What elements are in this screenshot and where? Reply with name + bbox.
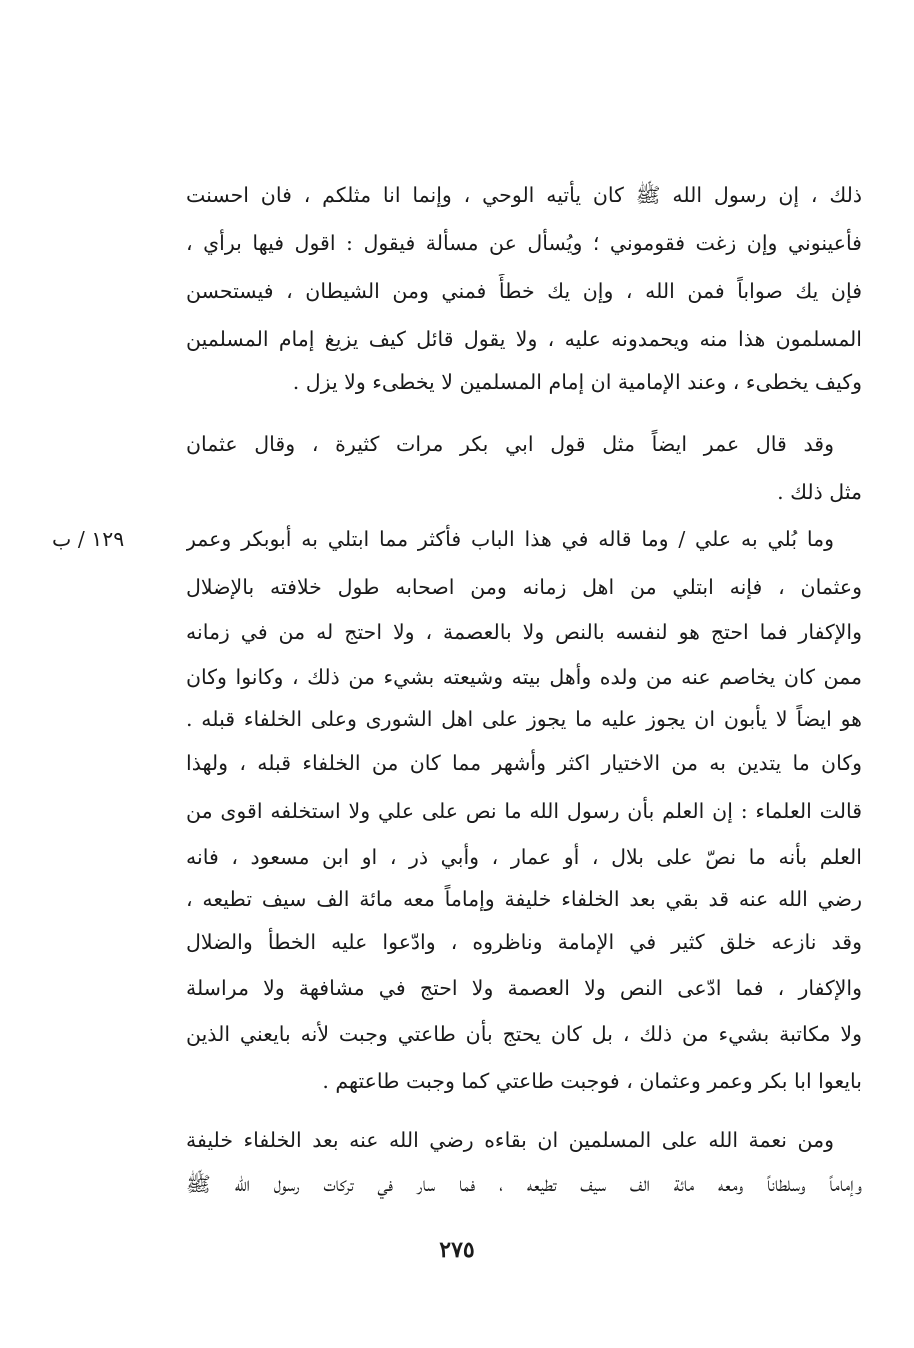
text-line: بايعوا ابا بكر وعمر وعثمان ، فوجبت طاعتي كما وجبت طاعتهم . (322, 1069, 862, 1093)
text-line: مثل ذلك . (777, 480, 862, 504)
text-line: وعثمان ، فإنه ابتلي من اهل زمانه ومن اصحابه طول خلافته بالإضلال (186, 575, 862, 599)
text-line: ذلك ، إن رسول الله ﷺ كان يأتيه الوحي ، وإنما انا مثلكم ، فان احسنت (186, 183, 862, 207)
text-line: وما بُلي به علي / وما قاله في هذا الباب فأكثر مما ابتلي به أبوبكر وعمر (186, 527, 834, 551)
text-line: رضي الله عنه قد بقي بعد الخلفاء خليفة وإماماً معه مائة الف سيف تطيعه ، (186, 887, 862, 911)
text-line: وكيف يخطىء ، وعند الإمامية ان إمام المسلمين لا يخطىء ولا يزل . (292, 370, 862, 394)
text-line: ولا مكاتبة بشيء من ذلك ، بل كان يحتج بأن طاعتي وجبت لأنه بايعني الذين (186, 1022, 862, 1046)
text-line: قالت العلماء : إن العلم بأن رسول الله ما نص على علي ولا استخلفه اقوى من (186, 799, 862, 823)
text-line: المسلمون هذا منه ويحمدونه عليه ، ولا يقول قائل كيف يزيغ إمام المسلمين (186, 327, 862, 351)
text-line: فإن يك صواباً فمن الله ، وإن يك خطأً فمني ومن الشيطان ، فيستحسن (186, 279, 862, 303)
page-number: ٢٧٥ (439, 1237, 475, 1263)
text-line: وقد قال عمر ايضاً مثل قول ابي بكر مرات كثيرة ، وقال عثمان (186, 432, 834, 456)
margin-folio-note: ١٢٩ / ب (52, 527, 125, 551)
text-line: والإكفار فما احتج هو لنفسه بالنص ولا بالعصمة ، ولا احتج له من في زمانه (186, 620, 862, 644)
text-line: وإماماً وسلطاناً ومعه مائة الف سيف تطيعه ، فما سار في تركات رسول الله ﷺ (186, 1172, 862, 1196)
text-line: فأعينوني وإن زغت فقوموني ؛ ويُسأل عن مسألة فيقول : اقول فيها برأي ، (186, 231, 862, 255)
text-line: وكان ما يتدين به من الاختيار اكثر وأشهر مما كان من الخلفاء قبله ، ولهذا (186, 751, 862, 775)
text-line: والإكفار ، فما ادّعى النص ولا العصمة ولا احتج في مشافهة ولا مراسلة (186, 976, 862, 1000)
text-line: ومن نعمة الله على المسلمين ان بقاءه رضي الله عنه بعد الخلفاء خليفة (186, 1128, 834, 1152)
text-line: هو ايضاً لا يأبون ان يجوز عليه ما يجوز على اهل الشورى وعلى الخلفاء قبله . (186, 707, 862, 731)
text-line: وقد نازعه خلق كثير في الإمامة وناظروه ، وادّعوا عليه الخطأ والضلال (186, 930, 862, 954)
text-line: ممن كان يخاصم عنه من ولده وأهل بيته وشيعته بشيء من ذلك ، وكانوا وكان (186, 665, 862, 689)
text-line: العلم بأنه ما نصّ على بلال ، أو عمار ، وأبي ذر ، او ابن مسعود ، فانه (186, 845, 862, 869)
